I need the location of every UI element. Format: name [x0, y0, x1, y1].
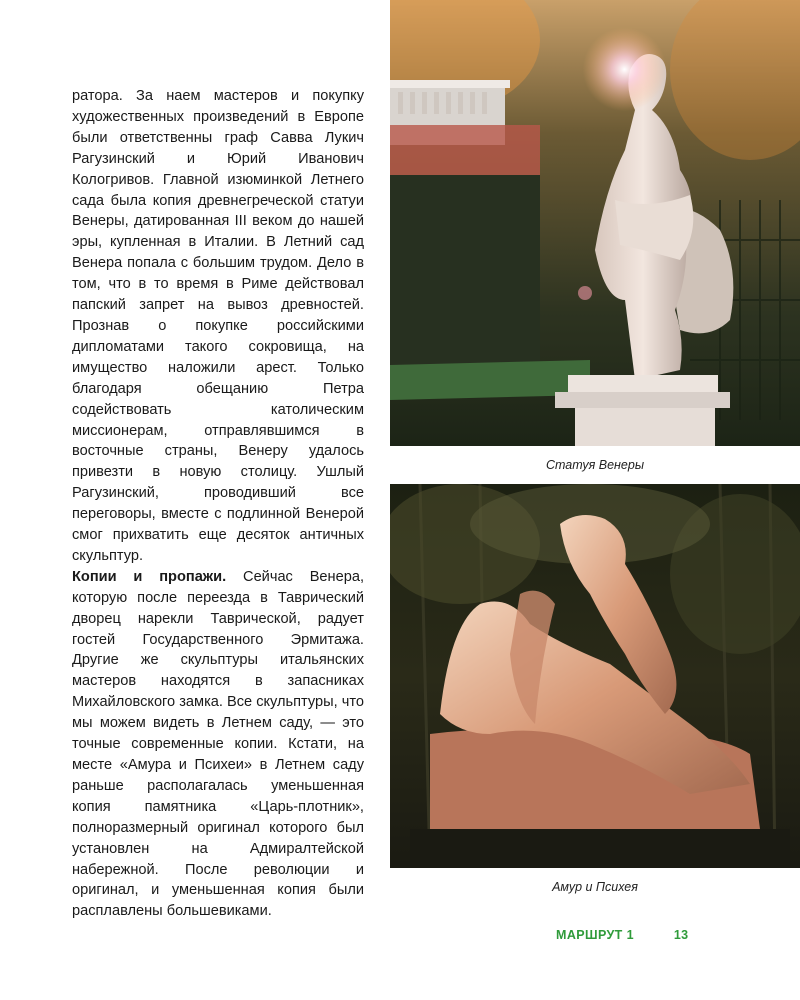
paragraph-1: ратора. За наем мастеров и покупку художественных произведений в Европе были ответственны граф Савва Лукич Рагузинский и Юрий Иванович Кологривов. Главной изюминкой Летнего сада была копия древнегреческой статуи Венеры, датированная III веком до нашей эры, купленная в Италии. В Летний сад Венера попала с большим трудом. Дело в том, что в то время в Риме действовал папский запрет на вывоз древностей. Прознав о покупке российскими дипломатами такого сокровища, на имущество наложили арест. Только благодаря обещанию Петра содействовать католическим миссионерам, отправлявшимся в восточные страны, Венеру удалось привезти в новую столицу. Ушлый Рагузинский, проводивший все переговоры, вместе с подлинной Венерой смог прихватить еще десяток античных скульптур. — [72, 88, 364, 564]
article-text — [72, 86, 364, 922]
page-number: 13 — [673, 928, 689, 942]
paragraph-2-lead: Копии и пропажи. — [72, 568, 227, 585]
amor-psyche-photo — [390, 484, 800, 868]
paragraph-2-text: Сейчас Венера, которую после переезда в Таврический дворец нарекли Таврической, радует гостей Государственного Эрмитажа. Другие же скульптуры итальянских мастеров находятся в запасниках Михайловского замка. Все скульптуры, что мы можем видеть в Летнем саду, — это точные современные копии. Кстати, на месте «Амура и Психеи» в Летнем саду раньше располагалась уменьшенная копия памятника «Царь-плотник», полноразмерный оригинал которого был установлен на Адмиралтейской набережной. После революции и оригинал, и уменьшенная копия были расплавлены большевиками. — [72, 568, 365, 920]
route-label: МАРШРУТ 1 — [556, 928, 634, 942]
venus-statue-photo — [390, 0, 800, 446]
amor-caption: Амур и Психея — [552, 880, 638, 894]
venus-caption: Статуя Венеры — [545, 458, 645, 472]
paragraph-2 — [72, 567, 364, 922]
page-footer — [556, 928, 689, 942]
